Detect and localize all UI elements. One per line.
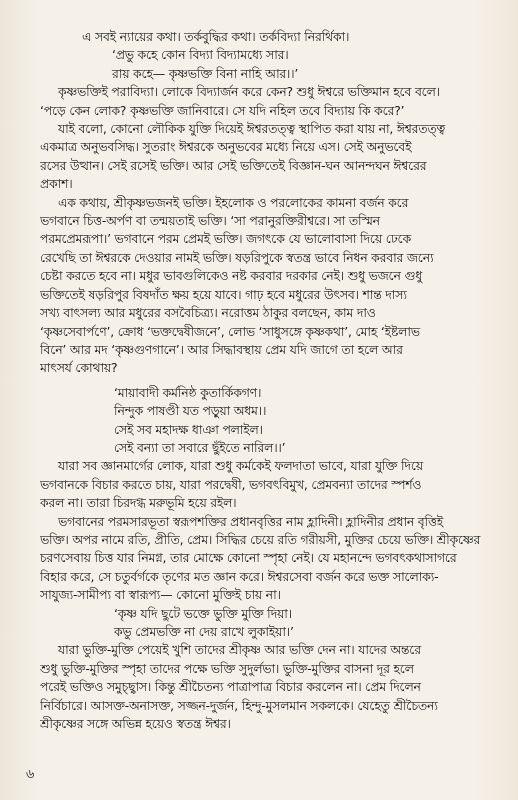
text-line: মাৎসর্য কোথায়?	[40, 360, 118, 376]
text-line: যাই বলো, কোনো লৌকিক যুক্তি দিয়েই ঈশ্বরতত্ত্ব স্থাপিত করা যায় না, ঈশ্বরতত্ত্ব	[58, 121, 446, 137]
text-line: যারা ভুক্তি-মুক্তি পেয়েই খুশি তাদের শ্রীকৃষ্ণ আর ভক্তি দেন না। যাদের অন্তরে	[58, 642, 421, 658]
text-line: একমাত্র অনুভবসিদ্ধ। সুতরাং ঈশ্বরকে অনুভবের মধ্যে নিয়ে এস। সেই অনুভবেই	[40, 139, 412, 155]
text-line: শুধু ভুক্তি-মুক্তির স্পৃহা তাদের পক্ষে ভক্তি সুদুর্লভা। ভুক্তি-মুক্তির বাসনা দূর হলে	[40, 660, 414, 676]
text-line: এক কথায়, শ্রীকৃষ্ণভজনই ভক্তি। ইহলোক ও পরলোকের কামনা বর্জন করে	[58, 194, 409, 210]
text-line: চেষ্টা করতে হবে না। মধুর ভাবগুলিকেও নষ্ট করবার দরকার নেই। শুধু ভজনে গুধু	[40, 268, 423, 284]
text-line: বিনে’ আর মদ ‘কৃষ্ণগুণগানে’। আর সিদ্ধাবস্থায় প্রেম যদি জাগে তা হলে আর	[40, 341, 403, 357]
verse-line: রায় কহে— কৃষ্ণভক্তি বিনা নাহি আর।।’	[112, 65, 299, 81]
text-line: ভগবানে চিত্ত-অর্পণ বা তন্ময়তাই ভক্তি। ‘সা পরানুরক্তিরীশ্বরে। সা তস্মিন	[40, 213, 380, 229]
body-text	[40, 28, 496, 733]
text-line: সখ্য বাৎসল্য আর মধুরের বসবৈচিত্র্য। নরোত্তম ঠাকুর বলছেন, কাম দাও	[40, 305, 376, 321]
text-line: ‘পড়ে কেন লোক? কৃষ্ণভক্তি জানিবারে। সে যদি নহিল তবে বিদ্যায় কি করে?’	[40, 102, 405, 118]
text-line: নির্বিচারে। আসক্ত-অনাসক্ত, সজ্জন-দুর্জন, হিন্দু-মুসলমান সকলকে। যেহেতু শ্রীচৈতন্য	[40, 697, 438, 713]
text-line: করল না। তারা চিরদগ্ধ মরুভূমি হয়ে রইল।	[40, 495, 237, 511]
text-line: শ্রীকৃষ্ণের সঙ্গে অভিন্ন হয়েও স্বতন্ত্র ঈশ্বর।	[40, 716, 231, 732]
text-line: বিহার করে, সে চতুর্বর্গকে তৃণের মত জ্ঞান করে। ঈশ্বরসেবা বর্জন করে ভক্ত সালোক্য-	[40, 568, 439, 584]
text-line: ‘কৃষ্ণসেবার্পণে’, ক্রোধ ‘ভক্তদ্বেষীজনে’, লোভ ‘সাধুসঙ্গে কৃষ্ণকথা’, মোহ ‘ইষ্টলাভ	[40, 323, 420, 339]
text-line: সাযুজ্য-সামীপ্য বা স্বারূপ্য— কোনো মুক্তিই চায় না।	[40, 587, 281, 603]
verse-line: সেই সব মহাদক্ষ ধাঞা পলাইল।	[114, 421, 263, 437]
verse-line: ‘প্রভু কহে কোন বিদ্যা বিদ্যামধ্যে সার।	[112, 47, 289, 63]
text-line: ভক্তিতেই ষড়রিপুর বিষদাঁত ক্ষয় হয়ে যাবে। গাঢ় হবে মধুরের উৎসব। শান্ত দাস্য	[40, 286, 407, 302]
text-line: পরেই ভক্তিও সমুচ্ছ্বাস। কিন্তু শ্রীচৈতন্য পাত্রাপাত্র বিচার করলেন না। প্রেম দিলেন	[40, 679, 421, 695]
verse-line: ‘মায়াবাদী কর্মনিষ্ঠ কুতার্কিকগণ।	[114, 384, 262, 400]
text-line: রেখেছি তা ঈশ্বরকে দেওয়ার নামই ভক্তি। ষড়রিপুকে স্বতন্ত্র ভাবে নিধন করবার জন্যে	[40, 249, 434, 265]
text-line: পরমপ্রেমরূপা।’ ভগবানে পরম প্রেমই ভক্তি। জগৎকে যে ভালোবাসা দিয়ে ঢেকে	[40, 231, 411, 247]
text-line: ভগবানকে বিচার করতে চায়, যারা পরদ্বেষী, ভগবৎবিমুখ, প্রেমবন্যা তাদের স্পর্শও	[40, 476, 422, 492]
text-line: এ সবই ন্যায়ের কথা। তর্কবুদ্ধির কথা। তর্কবিদ্যা নিরর্থিকা।	[82, 29, 350, 44]
text-line: রসের উত্থান। সেই রসেই ভক্তি। আর সেই ভক্তিতেই বিজ্ঞান-ঘন আনন্দঘন ঈশ্বরের	[40, 157, 427, 173]
text-line: ভগবানের পরমসারভূতা স্বরূপশক্তির প্রধানবৃত্তির নাম হ্লাদিনী। হ্লাদিনীর প্রধান বৃত্তিই	[58, 513, 443, 529]
text-line: ভক্তি। অপর নামে রতি, প্রীতি, প্রেম। সিদ্ধির চেয়ে রতি গরীয়সী, মুক্তির চেয়ে ভক্তি। শ্রীকৃষ্ণের	[40, 531, 481, 547]
text-line: যারা সব জ্ঞানমার্গের লোক, যারা শুধু কর্মকেই ফলদাতা ভাবে, যারা যুক্তি দিয়ে	[58, 458, 423, 474]
text-line: চরণসেবায় চিত্ত যার নিমগ্ন, তার মোক্ষে কোনো স্পৃহা নেই। যে মহানন্দে ভগবৎকথাসাগরে	[40, 550, 457, 566]
page-number: ৬	[26, 767, 35, 782]
verse-line: নিন্দুক পাষণ্ডী যত পড়ুয়া অধম।।	[114, 403, 267, 419]
text-line: কৃষ্ণভক্তিই পরাবিদ্যা। লোকে বিদ্যার্জন করে কেন? শুধু ঈশ্বরে ভক্তিমান হবে বলে।	[58, 84, 440, 100]
verse-line: কভু প্রেমভক্তি না দেয় রাখে লুকাইয়া।’	[114, 624, 294, 639]
verse-line: সেই বন্যা তা সবারে ছুঁইতে নারিল।।’	[114, 439, 286, 455]
verse-line: ‘কৃষ্ণ যদি ছুটে ভক্তে ভুক্তি মুক্তি দিয়া।	[114, 605, 292, 621]
text-line: প্রকাশ।	[40, 176, 73, 192]
